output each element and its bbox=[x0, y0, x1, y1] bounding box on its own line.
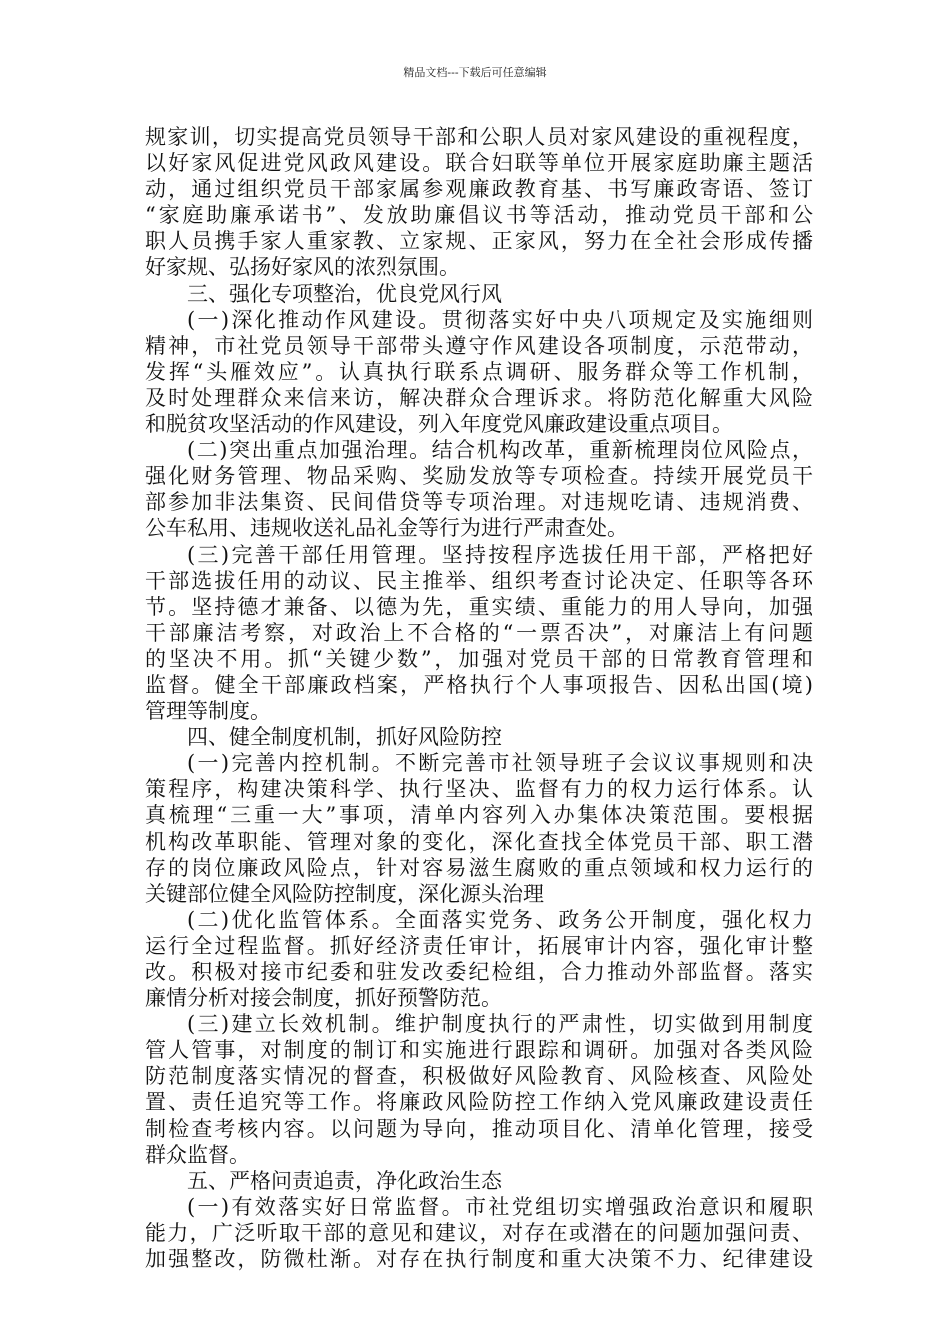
text-line: 存的岗位廉政风险点，针对容易滋生腐败的重点领域和权力运行的 bbox=[145, 855, 813, 880]
text-line: 管人管事，对制度的制订和实施进行跟踪和调研。加强对各类风险 bbox=[145, 1038, 813, 1063]
text-line: 防范制度落实情况的督查，积极做好风险教育、风险核查、风险处 bbox=[145, 1064, 813, 1089]
text-line: 好家规、弘扬好家风的浓烈氛围。 bbox=[145, 255, 460, 280]
text-line: (一)有效落实好日常监督。市社党组切实增强政治意识和履职 bbox=[187, 1194, 813, 1219]
text-line: “家庭助廉承诺书”、发放助廉倡议书等活动，推动党员干部和公 bbox=[145, 203, 813, 228]
text-line: 机构改革职能、管理对象的变化，深化查找全体党员干部、职工潜 bbox=[145, 829, 813, 854]
text-line: 精神，市社党员领导干部带头遵守作风建设各项制度，示范带动， bbox=[145, 333, 813, 358]
text-line: 以好家风促进党风政风建设。联合妇联等单位开展家庭助廉主题活 bbox=[145, 151, 813, 176]
text-line: 公车私用、违规收送礼品礼金等行为进行严肃查处。 bbox=[145, 516, 628, 541]
text-line: 发挥“头雁效应”。认真执行联系点调研、服务群众等工作机制， bbox=[145, 359, 813, 384]
text-line: (三)完善干部任用管理。坚持按程序选拔任用干部，严格把好 bbox=[187, 542, 813, 567]
text-line: 强化财务管理、物品采购、奖励发放等专项检查。持续开展党员干 bbox=[145, 464, 813, 489]
text-line: (一)深化推动作风建设。贯彻落实好中央八项规定及实施细则 bbox=[187, 307, 813, 332]
text-line: 规家训，切实提高党员领导干部和公职人员对家风建设的重视程度， bbox=[145, 125, 813, 149]
text-line: 群众监督。 bbox=[145, 1142, 250, 1167]
text-line: 运行全过程监督。抓好经济责任审计，拓展审计内容，强化审计整 bbox=[145, 933, 813, 958]
text-line: 干部廉洁考察，对政治上不合格的“一票否决”，对廉洁上有问题 bbox=[145, 620, 813, 645]
text-line: 改。积极对接市纪委和驻发改委纪检组，合力推动外部监督。落实 bbox=[145, 960, 813, 984]
text-line: 职人员携手家人重家教、立家规、正家风，努力在全社会形成传播 bbox=[145, 229, 813, 254]
text-line: 置、责任追究等工作。将廉政风险防控工作纳入党风廉政建设责任 bbox=[145, 1090, 813, 1115]
text-line: 策程序，构建决策科学、执行坚决、监督有力的权力运行体系。认 bbox=[145, 777, 813, 802]
text-line: 制检查考核内容。以问题为导向，推动项目化、清单化管理，接受 bbox=[145, 1116, 813, 1141]
text-line: (二)突出重点加强治理。结合机构改革，重新梳理岗位风险点， bbox=[187, 438, 813, 463]
text-line: 节。坚持德才兼备、以德为先，重实绩、重能力的用人导向，加强 bbox=[145, 594, 813, 619]
text-line: 及时处理群众来信来访，解决群众合理诉求。将防范化解重大风险 bbox=[145, 385, 813, 410]
text-line: 真梳理“三重一大”事项，清单内容列入办集体决策范围。要根据 bbox=[145, 803, 813, 828]
text-line: 加强整改，防微杜渐。对存在执行制度和重大决策不力、纪律建设 bbox=[145, 1247, 813, 1272]
text-line: 部参加非法集资、民间借贷等专项治理。对违规吃请、违规消费、 bbox=[145, 490, 813, 515]
text-line: (二)优化监管体系。全面落实党务、政务公开制度，强化权力 bbox=[187, 907, 813, 932]
text-line: 监督。健全干部廉政档案，严格执行个人事项报告、因私出国(境) bbox=[145, 672, 813, 697]
text-line: 管理等制度。 bbox=[145, 699, 271, 724]
text-line: 和脱贫攻坚活动的作风建设，列入年度党风廉政建设重点项目。 bbox=[145, 412, 733, 437]
text-line: 能力，广泛听取干部的意见和建议，对存在或潜在的问题加强问责、 bbox=[145, 1220, 813, 1245]
text-line: 三、强化专项整治，优良党风行风 bbox=[187, 281, 502, 306]
document-body bbox=[145, 124, 813, 1272]
text-line: 干部选拔任用的动议、民主推举、组织考查讨论决定、任职等各环 bbox=[145, 568, 813, 593]
text-line: 关键部位健全风险防控制度，深化源头治理 bbox=[145, 881, 544, 906]
text-line: 五、严格问责追责，净化政治生态 bbox=[187, 1168, 502, 1193]
text-line: (三)建立长效机制。维护制度执行的严肃性，切实做到用制度 bbox=[187, 1012, 813, 1037]
text-line: 廉情分析对接会制度，抓好预警防范。 bbox=[145, 986, 502, 1011]
text-line: 四、健全制度机制，抓好风险防控 bbox=[187, 725, 502, 750]
text-line: 动，通过组织党员干部家属参观廉政教育基、书写廉政寄语、签订 bbox=[145, 177, 813, 202]
page-header: 精品文档---下载后可任意编辑 bbox=[403, 66, 547, 79]
text-line: (一)完善内控机制。不断完善市社领导班子会议议事规则和决 bbox=[187, 751, 813, 776]
text-line: 的坚决不用。抓“关键少数”，加强对党员干部的日常教育管理和 bbox=[145, 646, 813, 671]
